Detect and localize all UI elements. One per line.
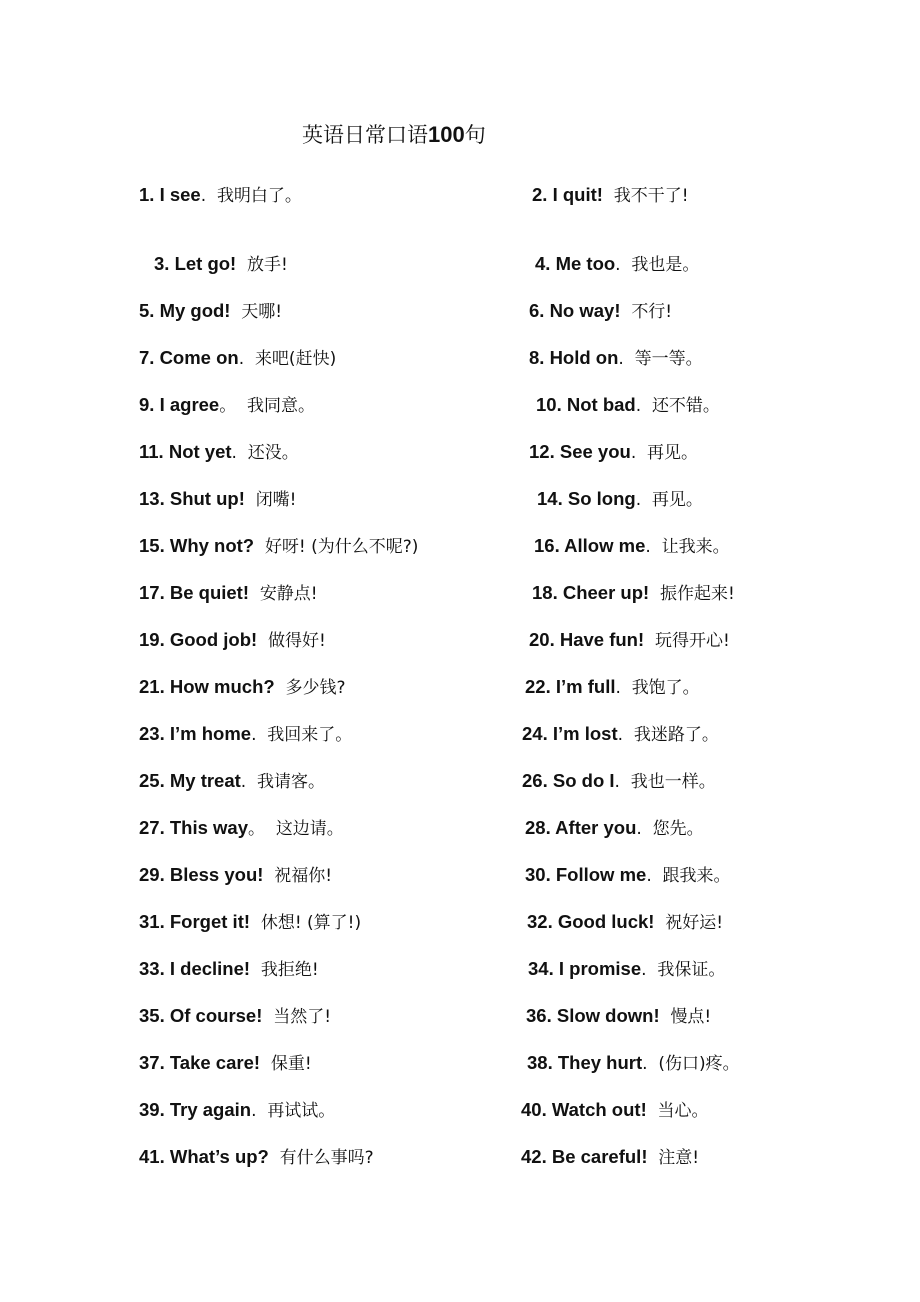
phrase-chinese: 我回来了。 — [267, 725, 353, 745]
phrase-english: 22. I’m full — [525, 676, 616, 697]
title-text: 英语日常口语 — [302, 123, 428, 147]
phrase-item — [537, 487, 703, 511]
phrase-english: 18. Cheer up! — [532, 582, 650, 603]
phrase-english: 29. Bless you! — [139, 864, 264, 885]
phrase-item — [139, 346, 336, 370]
phrase-chinese: 我保证。 — [657, 960, 726, 980]
phrase-english: 19. Good job! — [139, 629, 258, 650]
phrase-item — [525, 863, 731, 887]
phrase-separator: . — [618, 349, 635, 369]
phrase-english: 38. They hurt — [527, 1052, 643, 1073]
phrase-english: 9. I agree — [139, 394, 220, 415]
phrase-separator — [647, 1101, 658, 1121]
phrase-chinese: 还不错。 — [651, 396, 720, 416]
phrase-english: 34. I promise — [528, 958, 642, 979]
phrase-separator — [603, 186, 614, 206]
phrase-separator: . — [251, 1101, 268, 1121]
phrase-separator — [654, 913, 665, 933]
phrase-separator: . — [615, 255, 632, 275]
phrase-english: 20. Have fun! — [529, 629, 645, 650]
phrase-item — [536, 393, 720, 417]
phrase-item — [139, 393, 315, 417]
phrase-english: 35. Of course! — [139, 1005, 263, 1026]
phrase-separator: . — [251, 725, 268, 745]
phrase-chinese: 不行! — [631, 302, 673, 322]
phrase-item — [525, 816, 704, 840]
phrase-separator — [621, 302, 632, 322]
phrase-separator — [649, 584, 660, 604]
phrase-chinese: 跟我来。 — [662, 866, 731, 886]
phrase-english: 7. Come on — [139, 347, 239, 368]
phrase-chinese: 玩得开心! — [654, 631, 730, 651]
phrase-chinese: 来吧(赶快) — [254, 349, 337, 369]
phrase-chinese: 祝福你! — [274, 866, 333, 886]
phrase-separator: 。 — [219, 396, 248, 416]
phrase-english: 39. Try again — [139, 1099, 252, 1120]
phrase-english: 10. Not bad — [536, 394, 636, 415]
phrase-item — [139, 1098, 335, 1122]
phrase-chinese: 保重! — [270, 1054, 312, 1074]
phrase-separator — [257, 631, 268, 651]
phrase-separator: . — [200, 186, 217, 206]
phrase-english: 31. Forget it! — [139, 911, 251, 932]
phrase-item — [139, 722, 352, 746]
phrase-chinese: 当然了! — [273, 1007, 332, 1027]
phrase-separator: . — [238, 349, 255, 369]
phrase-separator — [647, 1148, 658, 1168]
phrase-item — [534, 534, 730, 558]
phrase-item — [139, 183, 302, 207]
phrase-english: 14. So long — [537, 488, 636, 509]
phrase-item — [529, 628, 730, 652]
phrase-english: 28. After you — [525, 817, 637, 838]
phrase-item — [529, 299, 672, 323]
phrase-item — [532, 183, 689, 207]
phrase-item — [522, 769, 716, 793]
phrase-separator: . — [635, 490, 652, 510]
phrase-chinese: 我明白了。 — [216, 186, 302, 206]
phrase-separator: . — [645, 537, 662, 557]
phrase-separator — [262, 1007, 273, 1027]
phrase-item — [525, 675, 700, 699]
phrase-separator: . — [646, 866, 663, 886]
phrase-separator — [236, 255, 247, 275]
phrase-english: 42. Be careful! — [521, 1146, 648, 1167]
phrase-chinese: 这边请。 — [275, 819, 344, 839]
phrase-english: 36. Slow down! — [526, 1005, 660, 1026]
phrase-item — [139, 816, 344, 840]
phrase-item — [527, 910, 723, 934]
phrase-english: 15. Why not? — [139, 535, 255, 556]
phrase-english: 11. Not yet — [139, 441, 232, 462]
phrase-item — [526, 1004, 711, 1028]
phrase-separator — [263, 866, 274, 886]
phrase-separator: . — [630, 443, 648, 463]
phrase-item — [139, 863, 332, 887]
phrase-chinese: 做得好! — [268, 631, 326, 651]
phrase-chinese: 休想! (算了!) — [260, 913, 362, 933]
phrase-item — [139, 769, 325, 793]
phrase-item — [529, 440, 698, 464]
phrase-chinese: 振作起来! — [660, 584, 735, 604]
phrase-chinese: 再试试。 — [267, 1101, 336, 1121]
page-title — [302, 121, 486, 149]
phrase-chinese: 天哪! — [241, 302, 283, 322]
title-suffix: 句 — [464, 123, 486, 147]
phrase-english: 37. Take care! — [139, 1052, 261, 1073]
phrase-chinese: 放手! — [247, 255, 288, 275]
phrase-separator — [245, 490, 256, 510]
phrase-english: 40. Watch out! — [521, 1099, 647, 1120]
phrase-english: 4. Me too — [535, 253, 616, 274]
phrase-item — [527, 1051, 740, 1075]
phrase-separator: . — [635, 396, 652, 416]
phrase-english: 8. Hold on — [529, 347, 619, 368]
phrase-chinese: 再见。 — [651, 490, 703, 510]
phrase-english: 33. I decline! — [139, 958, 251, 979]
phrase-separator — [250, 960, 261, 980]
phrase-chinese: 我饱了。 — [631, 678, 700, 698]
phrase-separator — [660, 1007, 671, 1027]
phrase-separator: . — [231, 443, 248, 463]
phrase-item — [139, 487, 297, 511]
phrase-separator: . — [641, 960, 658, 980]
phrase-english: 1. I see — [139, 184, 201, 205]
phrase-english: 32. Good luck! — [527, 911, 655, 932]
phrase-item — [522, 722, 719, 746]
phrase-separator: . — [617, 725, 634, 745]
phrase-chinese: 我迷路了。 — [633, 725, 719, 745]
phrase-chinese: 我不干了! — [613, 186, 689, 206]
phrase-english: 30. Follow me — [525, 864, 647, 885]
phrase-chinese: 安静点! — [259, 584, 318, 604]
phrase-separator: . — [642, 1054, 659, 1074]
phrase-chinese: 还没。 — [247, 443, 299, 463]
phrase-chinese: 当心。 — [657, 1101, 709, 1121]
phrase-item — [139, 299, 282, 323]
phrase-separator: 。 — [248, 819, 276, 839]
phrase-english: 16. Allow me — [534, 535, 646, 556]
phrase-chinese: 再见。 — [647, 443, 699, 463]
phrase-item — [139, 628, 326, 652]
phrase-chinese: 您先。 — [652, 819, 704, 839]
phrase-chinese: 等一等。 — [634, 349, 703, 369]
phrase-english: 26. So do I — [522, 770, 615, 791]
phrase-english: 21. How much? — [139, 676, 275, 697]
phrase-english: 3. Let go! — [154, 253, 237, 274]
phrase-item — [521, 1098, 709, 1122]
phrase-english: 25. My treat — [139, 770, 241, 791]
phrase-chinese: 我请客。 — [257, 772, 326, 792]
phrase-english: 17. Be quiet! — [139, 582, 249, 603]
phrase-english: 2. I quit! — [532, 184, 603, 205]
phrase-chinese: (伤口)疼。 — [658, 1054, 740, 1074]
phrase-item — [139, 440, 299, 464]
phrase-item — [139, 1145, 374, 1169]
title-number: 100 — [428, 122, 465, 147]
phrase-english: 13. Shut up! — [139, 488, 245, 509]
phrase-item — [521, 1145, 699, 1169]
phrase-item — [139, 534, 418, 558]
phrase-chinese: 好呀! (为什么不呢?) — [264, 537, 419, 557]
phrase-separator — [644, 631, 655, 651]
phrase-item — [139, 910, 361, 934]
phrase-item — [139, 581, 318, 605]
phrase-chinese: 慢点! — [670, 1007, 712, 1027]
phrase-chinese: 让我来。 — [661, 537, 730, 557]
phrase-separator — [260, 1054, 271, 1074]
phrase-chinese: 闭嘴! — [255, 490, 297, 510]
phrase-item — [529, 346, 703, 370]
phrase-separator: . — [615, 678, 632, 698]
phrase-item — [139, 675, 346, 699]
phrase-separator — [275, 678, 286, 698]
phrase-english: 23. I’m home — [139, 723, 252, 744]
phrase-separator — [249, 584, 260, 604]
phrase-separator — [254, 537, 265, 557]
phrase-separator: . — [240, 772, 258, 792]
phrase-english: 27. This way — [139, 817, 248, 838]
phrase-chinese: 祝好运! — [665, 913, 724, 933]
phrase-chinese: 我也是。 — [631, 255, 700, 275]
phrase-chinese: 我也一样。 — [630, 772, 716, 792]
phrase-english: 41. What’s up? — [139, 1146, 269, 1167]
phrase-item — [532, 581, 735, 605]
phrase-chinese: 多少钱? — [285, 678, 346, 698]
phrase-item — [139, 1004, 331, 1028]
phrase-english: 6. No way! — [529, 300, 621, 321]
phrase-chinese: 我拒绝! — [260, 960, 319, 980]
phrase-english: 12. See you — [529, 441, 631, 462]
phrase-item — [535, 252, 699, 276]
phrase-separator: . — [614, 772, 631, 792]
phrase-english: 24. I’m lost — [522, 723, 618, 744]
phrase-separator — [269, 1148, 280, 1168]
phrase-separator — [230, 302, 241, 322]
phrase-separator: . — [636, 819, 653, 839]
phrase-item — [528, 957, 725, 981]
phrase-chinese: 有什么事吗? — [279, 1148, 374, 1168]
phrase-item — [139, 957, 319, 981]
phrase-chinese: 我同意。 — [247, 396, 316, 416]
phrase-chinese: 注意! — [658, 1148, 700, 1168]
phrase-item — [154, 252, 288, 276]
phrase-english: 5. My god! — [139, 300, 231, 321]
phrase-separator — [250, 913, 261, 933]
phrase-item — [139, 1051, 312, 1075]
